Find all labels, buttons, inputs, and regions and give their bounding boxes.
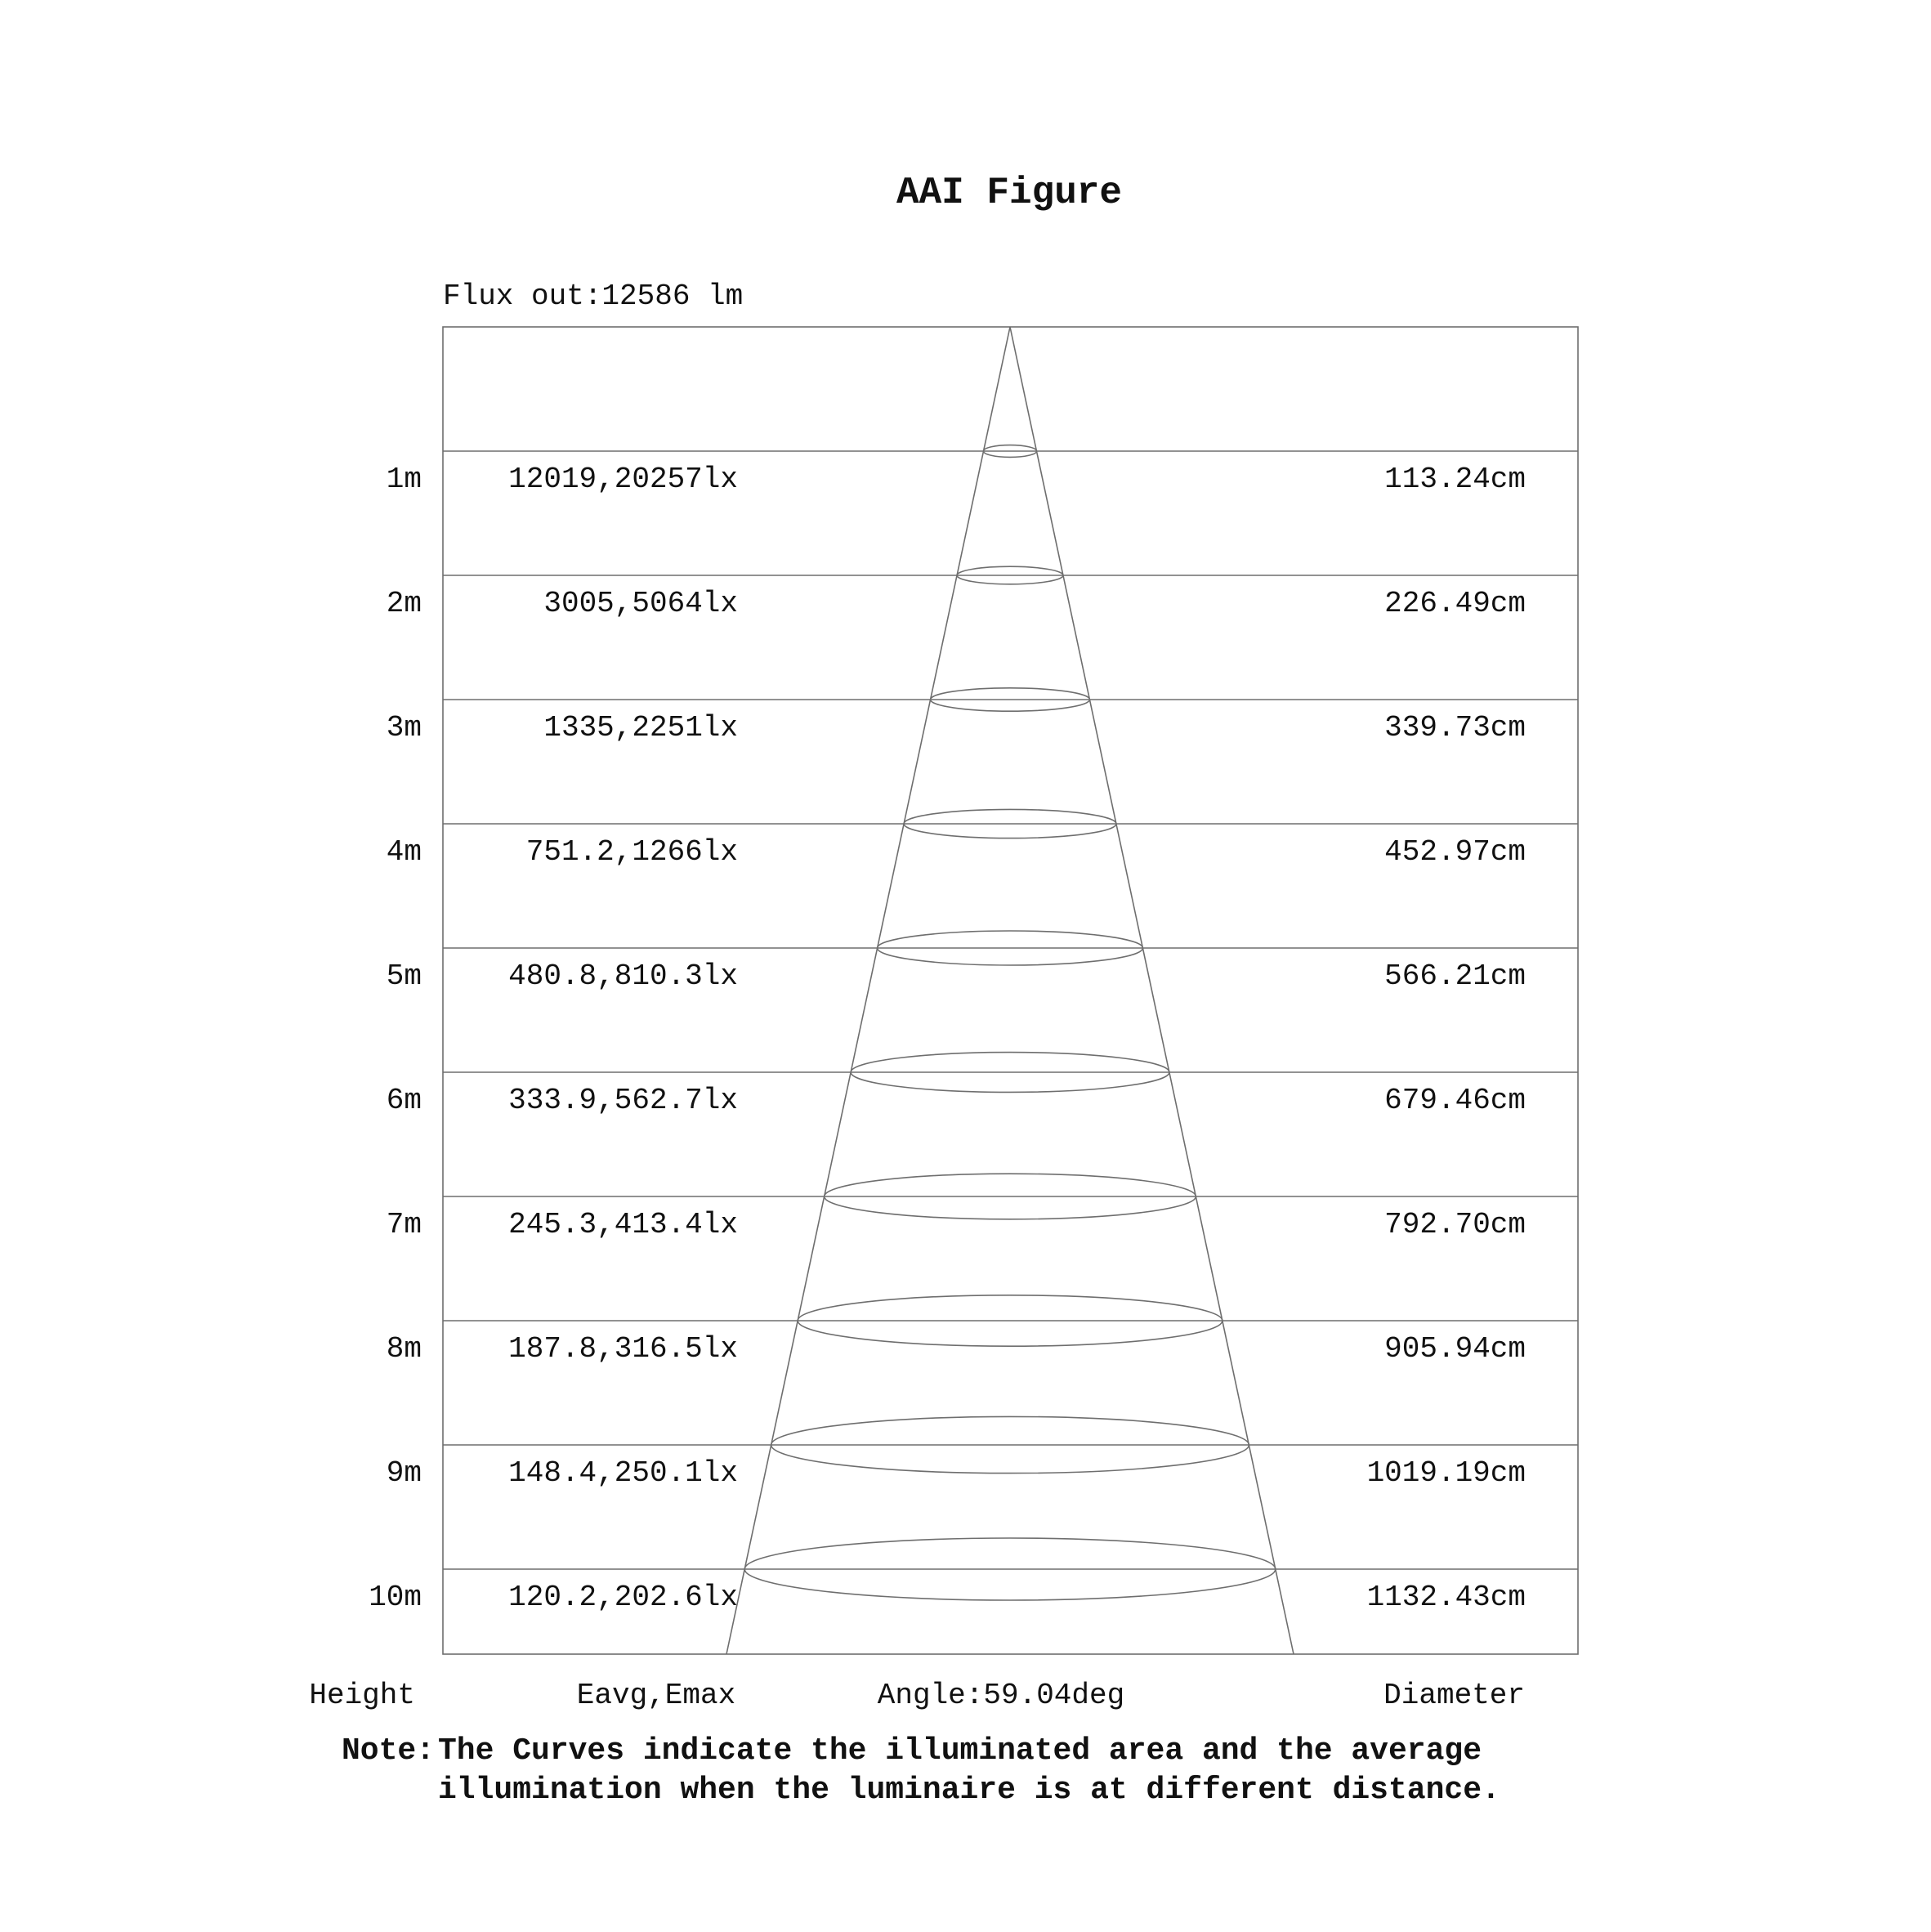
- row-illuminance-value: 480.8,810.3lx: [508, 959, 738, 993]
- row-diameter-value: 1132.43cm: [1366, 1581, 1526, 1614]
- note-line-2: illumination when the luminaire is at different distance.: [438, 1773, 1500, 1808]
- row-height-label: 10m: [369, 1581, 422, 1614]
- note-line-1: The Curves indicate the illuminated area and the average: [438, 1733, 1482, 1769]
- height-column-label: Height: [309, 1679, 415, 1712]
- note-label: Note:: [341, 1733, 435, 1769]
- row-height-label: 3m: [386, 711, 422, 745]
- row-height-label: 1m: [386, 463, 422, 496]
- row-diameter-value: 792.70cm: [1384, 1208, 1526, 1241]
- row-illuminance-value: 120.2,202.6lx: [508, 1581, 738, 1614]
- beam-angle-label: Angle:59.04deg: [877, 1679, 1125, 1712]
- row-illuminance-value: 187.8,316.5lx: [508, 1332, 738, 1366]
- row-illuminance-value: 333.9,562.7lx: [508, 1084, 738, 1117]
- row-height-label: 4m: [386, 835, 422, 869]
- row-illuminance-value: 3005,5064lx: [543, 587, 738, 620]
- row-height-label: 7m: [386, 1208, 422, 1241]
- row-height-label: 9m: [386, 1456, 422, 1490]
- row-diameter-value: 1019.19cm: [1366, 1456, 1526, 1490]
- figure-title: AAI Figure: [896, 172, 1123, 214]
- row-height-label: 8m: [386, 1332, 422, 1366]
- illuminance-column-label: Eavg,Emax: [576, 1679, 736, 1712]
- diameter-column-label: Diameter: [1383, 1679, 1525, 1712]
- row-diameter-value: 226.49cm: [1384, 587, 1526, 620]
- row-diameter-value: 679.46cm: [1384, 1084, 1526, 1117]
- row-illuminance-value: 1335,2251lx: [543, 711, 738, 745]
- row-diameter-value: 113.24cm: [1384, 463, 1526, 496]
- row-diameter-value: 566.21cm: [1384, 959, 1526, 993]
- row-height-label: 2m: [386, 587, 422, 620]
- row-illuminance-value: 12019,20257lx: [508, 463, 738, 496]
- flux-label: Flux out:12586 lm: [443, 280, 744, 313]
- beam-edge-right: [1010, 327, 1294, 1654]
- row-illuminance-value: 751.2,1266lx: [525, 835, 738, 869]
- row-diameter-value: 339.73cm: [1384, 711, 1526, 745]
- row-height-label: 5m: [386, 959, 422, 993]
- row-illuminance-value: 148.4,250.1lx: [508, 1456, 738, 1490]
- beam-edge-left: [726, 327, 1010, 1654]
- row-illuminance-value: 245.3,413.4lx: [508, 1208, 738, 1241]
- row-diameter-value: 452.97cm: [1384, 835, 1526, 869]
- row-height-label: 6m: [386, 1084, 422, 1117]
- row-diameter-value: 905.94cm: [1384, 1332, 1526, 1366]
